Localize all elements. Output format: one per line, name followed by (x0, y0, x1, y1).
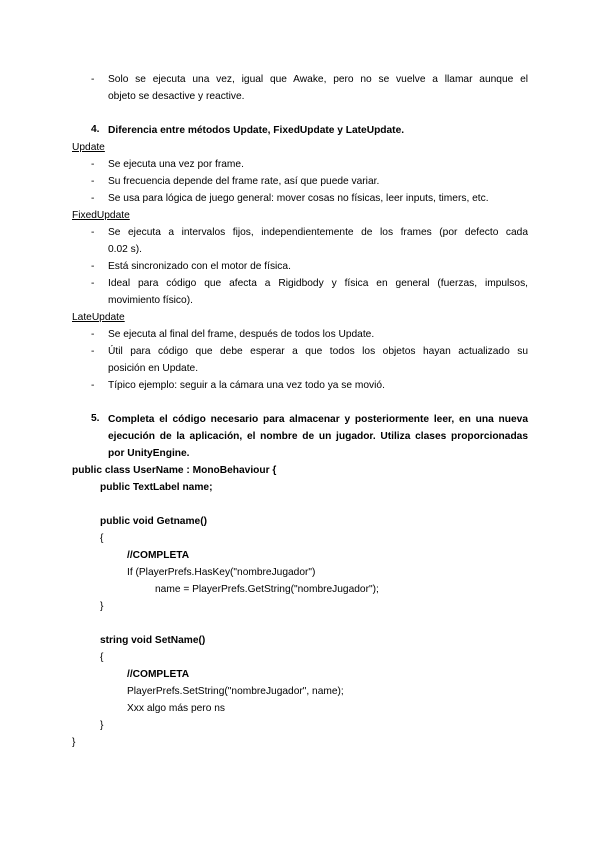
bullet-dash: - (91, 159, 95, 170)
lateupdate-bullet-2-line-1: Útil para código que debe esperar a que todos los objetos hayan actualizado su (108, 346, 528, 357)
code-comment-completa: //COMPLETA (127, 669, 190, 680)
bullet-dash: - (91, 176, 95, 187)
code-if-line: If (PlayerPrefs.HasKey("nombreJugador") (127, 567, 316, 578)
bullet-dash: - (91, 380, 95, 391)
code-close-class-brace: } (72, 737, 76, 748)
section-5-line-1: Completa el código necesario para almacenar y posteriormente leer, en una nueva (108, 414, 528, 425)
update-heading: Update (72, 142, 105, 153)
lateupdate-bullet-3: Típico ejemplo: seguir a la cámara una vez todo ya se movió. (108, 380, 385, 391)
fixedupdate-bullet-3-line-1: Ideal para código que afecta a Rigidbody y física en general (fuerzas, impulsos, (108, 278, 528, 289)
code-field-declaration: public TextLabel name; (100, 482, 213, 493)
fixedupdate-bullet-1-line-2: 0.02 s). (108, 244, 142, 255)
section-5-line-2: ejecución de la aplicación, el nombre de un jugador. Utiliza clases proporcionadas (108, 431, 528, 442)
section-5-line-3: por UnityEngine. (108, 448, 190, 459)
code-getname-signature: public void Getname() (100, 516, 207, 527)
bullet-dash: - (91, 193, 95, 204)
lateupdate-bullet-1: Se ejecuta al final del frame, después de todos los Update. (108, 329, 375, 340)
code-class-declaration: public class UserName : MonoBehaviour { (72, 465, 277, 476)
fixedupdate-bullet-3-line-2: movimiento físico). (108, 295, 193, 306)
section-4-number: 4. (91, 124, 100, 135)
lateupdate-bullet-2-line-2: posición en Update. (108, 363, 199, 374)
code-note-line: Xxx algo más pero ns (127, 703, 225, 714)
bullet-dash: - (91, 278, 95, 289)
code-assign-line: name = PlayerPrefs.GetString("nombreJugador"); (155, 584, 379, 595)
code-open-brace: { (100, 533, 104, 544)
code-comment-completa: //COMPLETA (127, 550, 190, 561)
bullet-dash: - (91, 227, 95, 238)
lateupdate-heading: LateUpdate (72, 312, 125, 323)
update-bullet-3: Se usa para lógica de juego general: mover cosas no físicas, leer inputs, timers, etc. (108, 193, 489, 204)
code-close-brace: } (100, 720, 104, 731)
fixedupdate-bullet-1-line-1: Se ejecuta a intervalos fijos, independientemente de los frames (por defecto cada (108, 227, 528, 238)
bullet-dash: - (91, 346, 95, 357)
code-setname-signature: string void SetName() (100, 635, 206, 646)
fixedupdate-heading: FixedUpdate (72, 210, 130, 221)
bullet-dash: - (91, 329, 95, 340)
fixedupdate-bullet-2: Está sincronizado con el motor de física. (108, 261, 291, 272)
update-bullet-1: Se ejecuta una vez por frame. (108, 159, 244, 170)
section-5-number: 5. (91, 413, 100, 424)
section-4-title: Diferencia entre métodos Update, FixedUpdate y LateUpdate. (108, 125, 405, 136)
update-bullet-2: Su frecuencia depende del frame rate, así que puede variar. (108, 176, 380, 187)
code-setstring-line: PlayerPrefs.SetString("nombreJugador", name); (127, 686, 344, 697)
code-open-brace: { (100, 652, 104, 663)
bullet-dash: - (91, 261, 95, 272)
intro-bullet-line-2: objeto se desactive y reactive. (108, 91, 245, 102)
bullet-dash: - (91, 74, 95, 85)
code-close-brace: } (100, 601, 104, 612)
intro-bullet-line-1: Solo se ejecuta una vez, igual que Awake, pero no se vuelve a llamar aunque el (108, 74, 528, 85)
